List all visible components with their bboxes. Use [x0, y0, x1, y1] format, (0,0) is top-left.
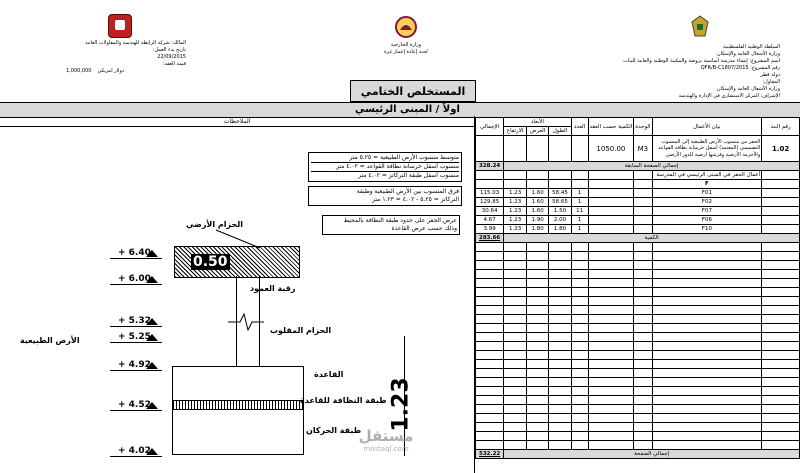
width-note: عرض الحفر على حدود طبقة النظافة بالمحيط وذلك حسب عرض القاعدة: [322, 215, 460, 235]
contract-value: 1,000,000: [66, 68, 92, 74]
label-inverted-beam: الحزام المقلوب: [270, 326, 332, 335]
page-total: 532.22: [476, 450, 504, 459]
owner-line: المالك: شركة الرابطة للهندسة والمقاولات العامة: [85, 40, 186, 46]
levels-note: متوسط منسوب الأرض الطبيعية = ٥.٢٥ متر منسوب أسفل خرسانة نظافة القواعد = ٤.٠٢ متر منسوب أسفل طبقة التركاتز = ٤.٠٢ متر: [308, 152, 462, 182]
authority-name: السلطة الوطنية الفلسطينية: [722, 44, 780, 50]
currency-label: دولار امريكي: [97, 68, 125, 74]
watermark: [346, 428, 426, 453]
label-neck: رقبة العمود: [250, 284, 296, 293]
ministry-works: وزارة الأشغال العامة والإسكان: [716, 51, 780, 57]
col-height: الارتفاع: [504, 127, 527, 136]
table-row: 3.99 1.23 1.80 1.80 1 F10: [476, 225, 800, 234]
label-ground-beam: الحزام الأرضي: [186, 220, 244, 229]
label-footing: القاعدة: [314, 370, 344, 379]
watermark-url: mostaql.com: [363, 445, 409, 453]
header-right-block: [580, 44, 780, 100]
col-desc: بيان الأعمال: [652, 118, 762, 136]
contractor-label: المقاول:: [762, 79, 780, 85]
col-item-no: رقم البند: [762, 118, 800, 136]
table-row: 129.85 1.23 1.60 58.65 1 F02: [476, 198, 800, 207]
col-count: العدد: [571, 118, 588, 136]
gravel-layer: [172, 408, 304, 455]
col-unit: الوحدة: [634, 118, 652, 136]
header-left-block: [66, 40, 186, 75]
notes-header: الملاحظات: [223, 118, 251, 125]
depth-value: 1.23: [388, 377, 414, 432]
label-gravel: طبقة الحركان: [306, 426, 362, 435]
subtotal: 283.66: [476, 234, 504, 243]
ground-beam: [174, 246, 300, 278]
prev-total: 328.24: [476, 162, 504, 171]
break-line-icon: [226, 308, 266, 334]
item-qty: 1050.00: [588, 136, 634, 162]
table-row: 115.03 1.23 1.60 58.45 1 F01: [476, 189, 800, 198]
quantities-table: [475, 117, 800, 459]
header-center-block: [366, 42, 446, 56]
col-dims: الأبعاد: [504, 118, 571, 127]
table-row: 30.64 1.23 1.60 1.50 11 F07: [476, 207, 800, 216]
col-qty: الكمية حسب العقد: [588, 118, 634, 136]
committee-name: لجنة إعادة إعمار غزة: [384, 49, 428, 55]
contractor-logo-icon: [108, 14, 132, 38]
table-row: 4.67 1.23 1.90 2.00 1 F06: [476, 216, 800, 225]
section-label: أعمال الحفر في المبنى الرئيسي في المدرسة: [652, 171, 762, 180]
col-length: الطول: [549, 127, 571, 136]
foundation-label: F: [652, 180, 762, 189]
start-date-label: تاريخ بدء العمل:: [152, 47, 186, 53]
label-blinding: طبقة النظافة للقاعدة: [300, 396, 387, 405]
item-desc: الحفر من منسوب الأرض الطبيعية إلى المنسوب التصميمي (المعتمد) أسفل خرسانة نظافة القواعد والأحزمة الأرضية وفرشها أرضية للدور الأرضي: [652, 136, 762, 162]
label-natural-ground: الأرض الطبيعية: [20, 336, 80, 345]
label-pointer-icon: [214, 228, 264, 250]
subtotal-label: الكمية: [504, 234, 800, 243]
col-total: الإجمالي: [476, 118, 504, 136]
col-width: العرض: [526, 127, 548, 136]
footing: [172, 366, 304, 401]
section-subtitle: اولاً / المبنى الرئيسي: [355, 104, 460, 115]
funder: دولة قطر: [760, 72, 780, 78]
project-number: رقم المشروع: QFR/B-C1807/2015: [700, 65, 780, 71]
difference-note: فرق المنسوب بين الأرض الطبيعية وطبقة التركاتز = ٥.٢٥ - ٤.٠٢ = ١.٢٣ متر: [308, 186, 462, 206]
qatar-emblem-icon: [395, 14, 417, 42]
item-unit: M3: [634, 136, 652, 162]
ministry-name: وزارة الخارجية: [390, 42, 422, 48]
project-name: اسم المشروع: إنشاء مدرسة أساسية بروضة والمكتبة الوطنية والعامة للبنات: [623, 58, 780, 64]
page-total-label: إجمالي الصفحة: [504, 450, 800, 459]
watermark-brand: مستقل: [358, 427, 414, 445]
subtitle-band: [0, 102, 800, 118]
notes-header-bar: [0, 117, 474, 127]
prev-total-label: إجمالي الصفحة السابقة: [504, 162, 800, 171]
page-title: المستخلص الختامي: [350, 80, 476, 102]
item-no: 1.02: [762, 136, 800, 162]
beam-height-value: 0.50: [193, 254, 228, 270]
contract-value-label: قيمة العقد:: [162, 61, 186, 67]
contractor-name: وزارة الأشغال العامة والإسكان: [716, 86, 780, 92]
start-date-value: 22/09/2015: [157, 54, 186, 60]
supervisor: الإشراف: المركز الاستشاري في الإدارة والهندسة: [678, 93, 780, 99]
palestine-emblem-icon: [690, 14, 710, 38]
